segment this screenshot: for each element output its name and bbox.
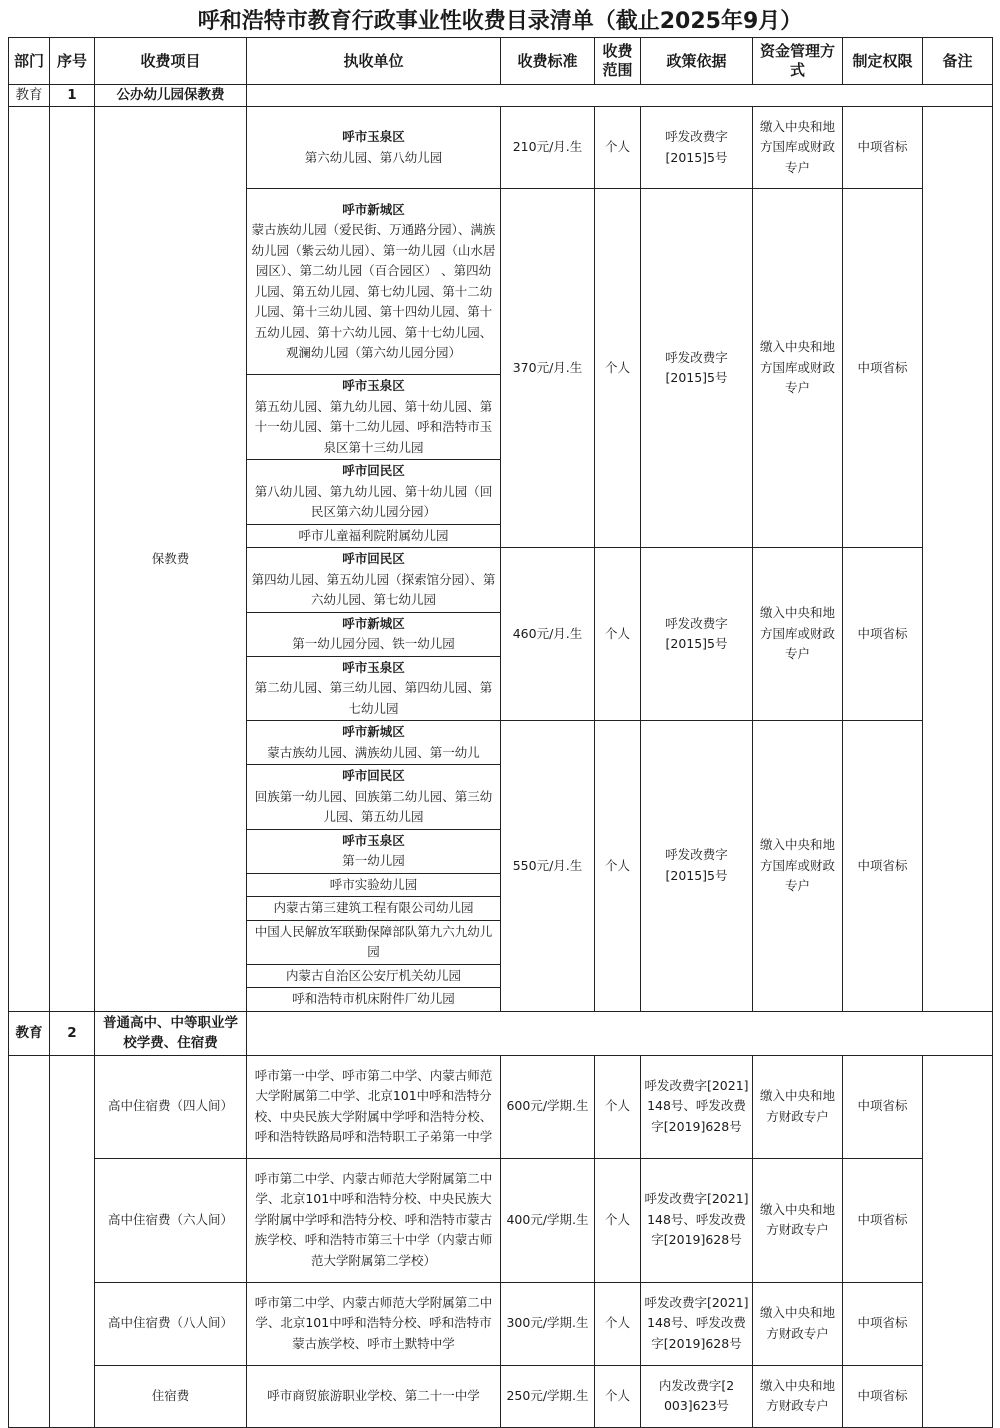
- unit-names: 第四幼儿园、第五幼儿园（探索馆分园）、第六幼儿园、第七幼儿园: [251, 571, 496, 607]
- fee-table: [8, 37, 993, 1428]
- district-label: 呼市回民区: [342, 768, 405, 783]
- standard-cell: 550元/月.生: [501, 721, 595, 1012]
- header-scope: 收费范围: [595, 38, 641, 85]
- section-no: 1: [50, 85, 95, 107]
- district-label: 呼市玉泉区: [342, 659, 405, 675]
- fund-cell: 缴入中央和地方财政专户: [753, 1158, 843, 1282]
- policy-cell: 呼发改费字[2021]148号、呼发改费字[2019]628号: [641, 1282, 753, 1365]
- scope-cell: 个人: [595, 1365, 641, 1427]
- authority-cell: 中项省标: [843, 721, 923, 1012]
- fund-cell: 缴入中央和地方财政专户: [753, 1055, 843, 1158]
- remark-cell: [923, 1055, 993, 1427]
- district-label: 呼市玉泉区: [342, 832, 405, 848]
- dept-cell: [9, 107, 50, 1012]
- fund-cell: 缴入中央和地方财政专户: [753, 1282, 843, 1365]
- unit-cell: [247, 460, 501, 525]
- authority-cell: 中项省标: [843, 189, 923, 548]
- no-cell: [50, 107, 95, 1012]
- policy-cell: 呼发改费字[2015]5号: [641, 107, 753, 189]
- district-label: 呼市玉泉区: [342, 378, 405, 393]
- header-remark: 备注: [923, 38, 993, 85]
- unit-names: 第一幼儿园: [342, 853, 405, 868]
- authority-cell: 中项省标: [843, 548, 923, 721]
- policy-cell: 呼发改费字[2015]5号: [641, 721, 753, 1012]
- section-dept: 教育: [9, 85, 50, 107]
- page-title: 呼和浩特市教育行政事业性收费目录清单（截止2025年9月）: [197, 9, 803, 34]
- scope-cell: 个人: [595, 1282, 641, 1365]
- authority-cell: 中项省标: [843, 1282, 923, 1365]
- unit-cell: [247, 107, 501, 189]
- policy-cell: 呼发改费字[2015]5号: [641, 548, 753, 721]
- header-authority: 制定权限: [843, 38, 923, 85]
- policy-cell: 呼发改费字[2021]148号、呼发改费字[2019]628号: [641, 1055, 753, 1158]
- header-dept: 部门: [9, 38, 50, 85]
- authority-cell: 中项省标: [843, 1055, 923, 1158]
- standard-cell: 460元/月.生: [501, 548, 595, 721]
- unit-names: 第一幼儿园分园、铁一幼儿园: [292, 636, 455, 651]
- standard-cell: 210元/月.生: [501, 107, 595, 189]
- standard-cell: 250元/学期.生: [501, 1365, 595, 1427]
- item-cell: 高中住宿费（六人间）: [95, 1158, 247, 1282]
- district-label: 呼市玉泉区: [342, 129, 405, 144]
- unit-cell: 内蒙古第三建筑工程有限公司幼儿园: [247, 897, 501, 921]
- unit-cell: [247, 375, 501, 460]
- header-row: [9, 38, 993, 85]
- district-label: 呼市新城区: [342, 201, 405, 217]
- unit-names: 第五幼儿园、第九幼儿园、第十幼儿园、第十一幼儿园、第十二幼儿园、呼和浩特市玉泉区第十三幼儿园: [254, 398, 493, 455]
- unit-names: 回族第一幼儿园、回族第二幼儿园、第三幼儿园、第五幼儿园: [254, 788, 493, 824]
- section-row-2: [9, 1011, 993, 1055]
- unit-cell: [247, 829, 501, 873]
- sub-item-cell: 保教费: [95, 107, 247, 1012]
- district-label: 呼市回民区: [342, 551, 405, 566]
- standard-cell: 400元/学期.生: [501, 1158, 595, 1282]
- unit-names: 第八幼儿园、第九幼儿园、第十幼儿园（回民区第六幼儿园分园）: [254, 483, 493, 519]
- unit-cell: [247, 612, 501, 656]
- scope-cell: 个人: [595, 1055, 641, 1158]
- standard-cell: 370元/月.生: [501, 189, 595, 548]
- unit-cell: 内蒙古自治区公安厅机关幼儿园: [247, 964, 501, 988]
- unit-cell: 呼和浩特市机床附件厂幼儿园: [247, 988, 501, 1012]
- section-item: 普通高中、中等职业学校学费、住宿费: [95, 1011, 247, 1055]
- unit-cell: 呼市第一中学、呼市第二中学、内蒙古师范大学附属第二中学、北京101中呼和浩特分校、中央民族大学附属中学呼和浩特分校、呼和浩特铁路局呼和浩特职工子弟第一中学: [247, 1055, 501, 1158]
- header-item: 收费项目: [95, 38, 247, 85]
- district-label: 呼市回民区: [342, 463, 405, 478]
- unit-cell: 呼市第二中学、内蒙古师范大学附属第二中学、北京101中呼和浩特分校、呼和浩特市蒙古族学校、呼市土默特中学: [247, 1282, 501, 1365]
- district-label: 呼市新城区: [342, 615, 405, 631]
- section-blank: [247, 1011, 993, 1055]
- authority-cell: 中项省标: [843, 1365, 923, 1427]
- standard-cell: 600元/学期.生: [501, 1055, 595, 1158]
- table-row: [9, 1282, 993, 1365]
- unit-cell: 呼市儿童福利院附属幼儿园: [247, 524, 501, 548]
- unit-cell: 呼市商贸旅游职业学校、第二十一中学: [247, 1365, 501, 1427]
- policy-cell: 呼发改费字[2015]5号: [641, 189, 753, 548]
- scope-cell: 个人: [595, 721, 641, 1012]
- unit-cell: 中国人民解放军联勤保障部队第九六九幼儿园: [247, 920, 501, 964]
- unit-cell: [247, 548, 501, 613]
- fund-cell: 缴入中央和地方国库或财政专户: [753, 189, 843, 548]
- policy-cell: 呼发改费字[2021]148号、呼发改费字[2019]628号: [641, 1158, 753, 1282]
- remark-cell: [923, 107, 993, 1012]
- unit-names: 蒙古族幼儿园（爱民街、万通路分园）、满族幼儿园（紫云幼儿园）、第一幼儿园（山水居园区）、第二幼儿园（百合园区） 、第四幼儿园、第五幼儿园、第七幼儿园、第十二幼儿园、第十三幼儿园、第十四幼儿园、第十五幼儿园、第十六幼儿园、第十七幼儿园、观澜幼儿园（第六幼儿园分园）: [251, 222, 496, 360]
- scope-cell: 个人: [595, 107, 641, 189]
- item-cell: 住宿费: [95, 1365, 247, 1427]
- section-row-1: [9, 85, 993, 107]
- scope-cell: 个人: [595, 548, 641, 721]
- authority-cell: 中项省标: [843, 1158, 923, 1282]
- section-item: 公办幼儿园保教费: [95, 85, 247, 107]
- header-no: 序号: [50, 38, 95, 85]
- dept-cell: [9, 1055, 50, 1427]
- header-standard: 收费标准: [501, 38, 595, 85]
- table-row: [9, 1365, 993, 1427]
- section-no: 2: [50, 1011, 95, 1055]
- table-row: [9, 107, 993, 189]
- unit-cell: [247, 721, 501, 765]
- header-fund: 资金管理方式: [753, 38, 843, 85]
- unit-cell: 呼市第二中学、内蒙古师范大学附属第二中学、北京101中呼和浩特分校、中央民族大学附属中学呼和浩特分校、呼和浩特市蒙古族学校、呼和浩特市第三十中学（内蒙古师范大学附属第二学校）: [247, 1158, 501, 1282]
- unit-cell: [247, 656, 501, 721]
- unit-cell: 呼市实验幼儿园: [247, 873, 501, 897]
- table-row: [9, 1158, 993, 1282]
- table-row: [9, 1055, 993, 1158]
- fund-cell: 缴入中央和地方国库或财政专户: [753, 721, 843, 1012]
- scope-cell: 个人: [595, 1158, 641, 1282]
- authority-cell: 中项省标: [843, 107, 923, 189]
- policy-cell: 内发改费字[2003]623号: [641, 1365, 753, 1427]
- fund-cell: 缴入中央和地方财政专户: [753, 1365, 843, 1427]
- unit-names: 蒙古族幼儿园、满族幼儿园、第一幼儿: [267, 744, 480, 760]
- unit-cell: [247, 189, 501, 375]
- unit-names: 第六幼儿园、第八幼儿园: [304, 149, 443, 165]
- header-unit: 执收单位: [247, 38, 501, 85]
- scope-cell: 个人: [595, 189, 641, 548]
- fund-cell: 缴入中央和地方国库或财政专户: [753, 548, 843, 721]
- section-blank: [247, 85, 993, 107]
- unit-cell: [247, 765, 501, 830]
- item-cell: 高中住宿费（八人间）: [95, 1282, 247, 1365]
- standard-cell: 300元/学期.生: [501, 1282, 595, 1365]
- fund-cell: 缴入中央和地方国库或财政专户: [753, 107, 843, 189]
- section-dept: 教育: [9, 1011, 50, 1055]
- item-cell: 高中住宿费（四人间）: [95, 1055, 247, 1158]
- header-policy: 政策依据: [641, 38, 753, 85]
- no-cell: [50, 1055, 95, 1427]
- unit-names: 第二幼儿园、第三幼儿园、第四幼儿园、第七幼儿园: [254, 680, 493, 716]
- district-label: 呼市新城区: [342, 724, 405, 739]
